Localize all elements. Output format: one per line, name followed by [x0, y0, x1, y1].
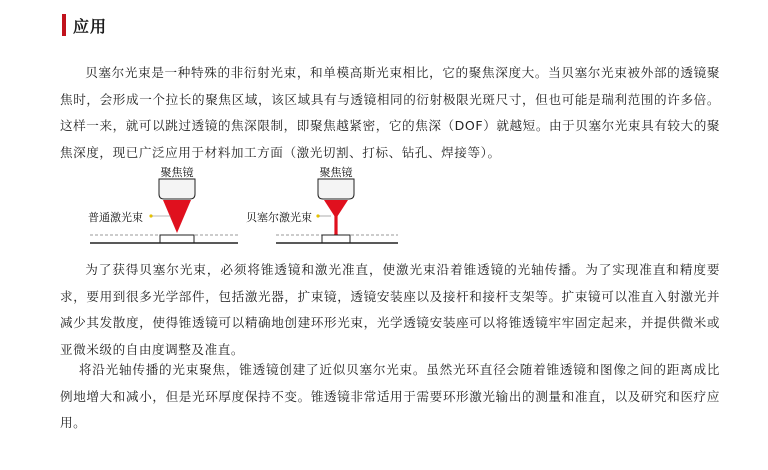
section-heading: [62, 12, 107, 38]
right-workpiece: [322, 235, 350, 243]
left-ordinary-beam: [163, 200, 191, 233]
left-beam-label: 普通激光束: [88, 211, 143, 224]
beam-diagram: [80, 164, 410, 250]
left-workpiece: [160, 235, 194, 243]
right-bessel-beam-cone: [324, 200, 348, 217]
paragraph-axicon: 将沿光轴传播的光束聚焦，锥透镜创建了近似贝塞尔光束。虽然光环直径会随着锥透镜和图像之间的距离成比例地增大和减小，但是光环厚度保持不变。锥透镜非常适用于需要环形激光输出的测量和准直，以及研究和医疗应用。: [60, 362, 720, 430]
paragraph-intro: 贝塞尔光束是一种特殊的非衍射光束，和单模高斯光束相比，它的聚焦深度大。当贝塞尔光束被外部的透镜聚焦时，会形成一个拉长的聚焦区域，该区域具有与透镜相同的衍射极限光斑尺寸，但也可能是瑞利范围的许多倍。这样一来，就可以跳过透镜的焦深限制，即聚焦越紧密，它的焦深（DOF）就越短。由于贝塞尔光束具有较大的聚焦深度，现已广泛应用于材料加工方面（激光切割、打标、钻孔、焊接等）。: [60, 65, 720, 160]
right-bessel-beam-line: [334, 216, 337, 236]
right-lens-label: 聚焦镜: [319, 166, 353, 179]
left-lens-label: 聚焦镜: [160, 166, 194, 179]
right-beam-label: 贝塞尔激光束: [246, 211, 312, 224]
paragraph-collimation: 为了获得贝塞尔光束，必须将锥透镜和激光准直，使激光束沿着锥透镜的光轴传播。为了实现准直和精度要求，要用到很多光学部件，包括激光器，扩束镜，透镜安装座以及接杆和接杆支架等。扩束镜可以准直入射激光并减少其发散度，使得锥透镜可以精确地创建环形光束，光学透镜安装座可以将锥透镜牢牢固定起来，并提供微米或亚微米级的自由度调整及准直。: [60, 262, 720, 357]
heading-accent-bar: [62, 14, 66, 36]
beam-comparison-figure: [80, 164, 410, 250]
left-focus-lens: [159, 179, 195, 199]
right-focus-lens: [318, 179, 354, 199]
section-title: 应用: [73, 16, 108, 36]
